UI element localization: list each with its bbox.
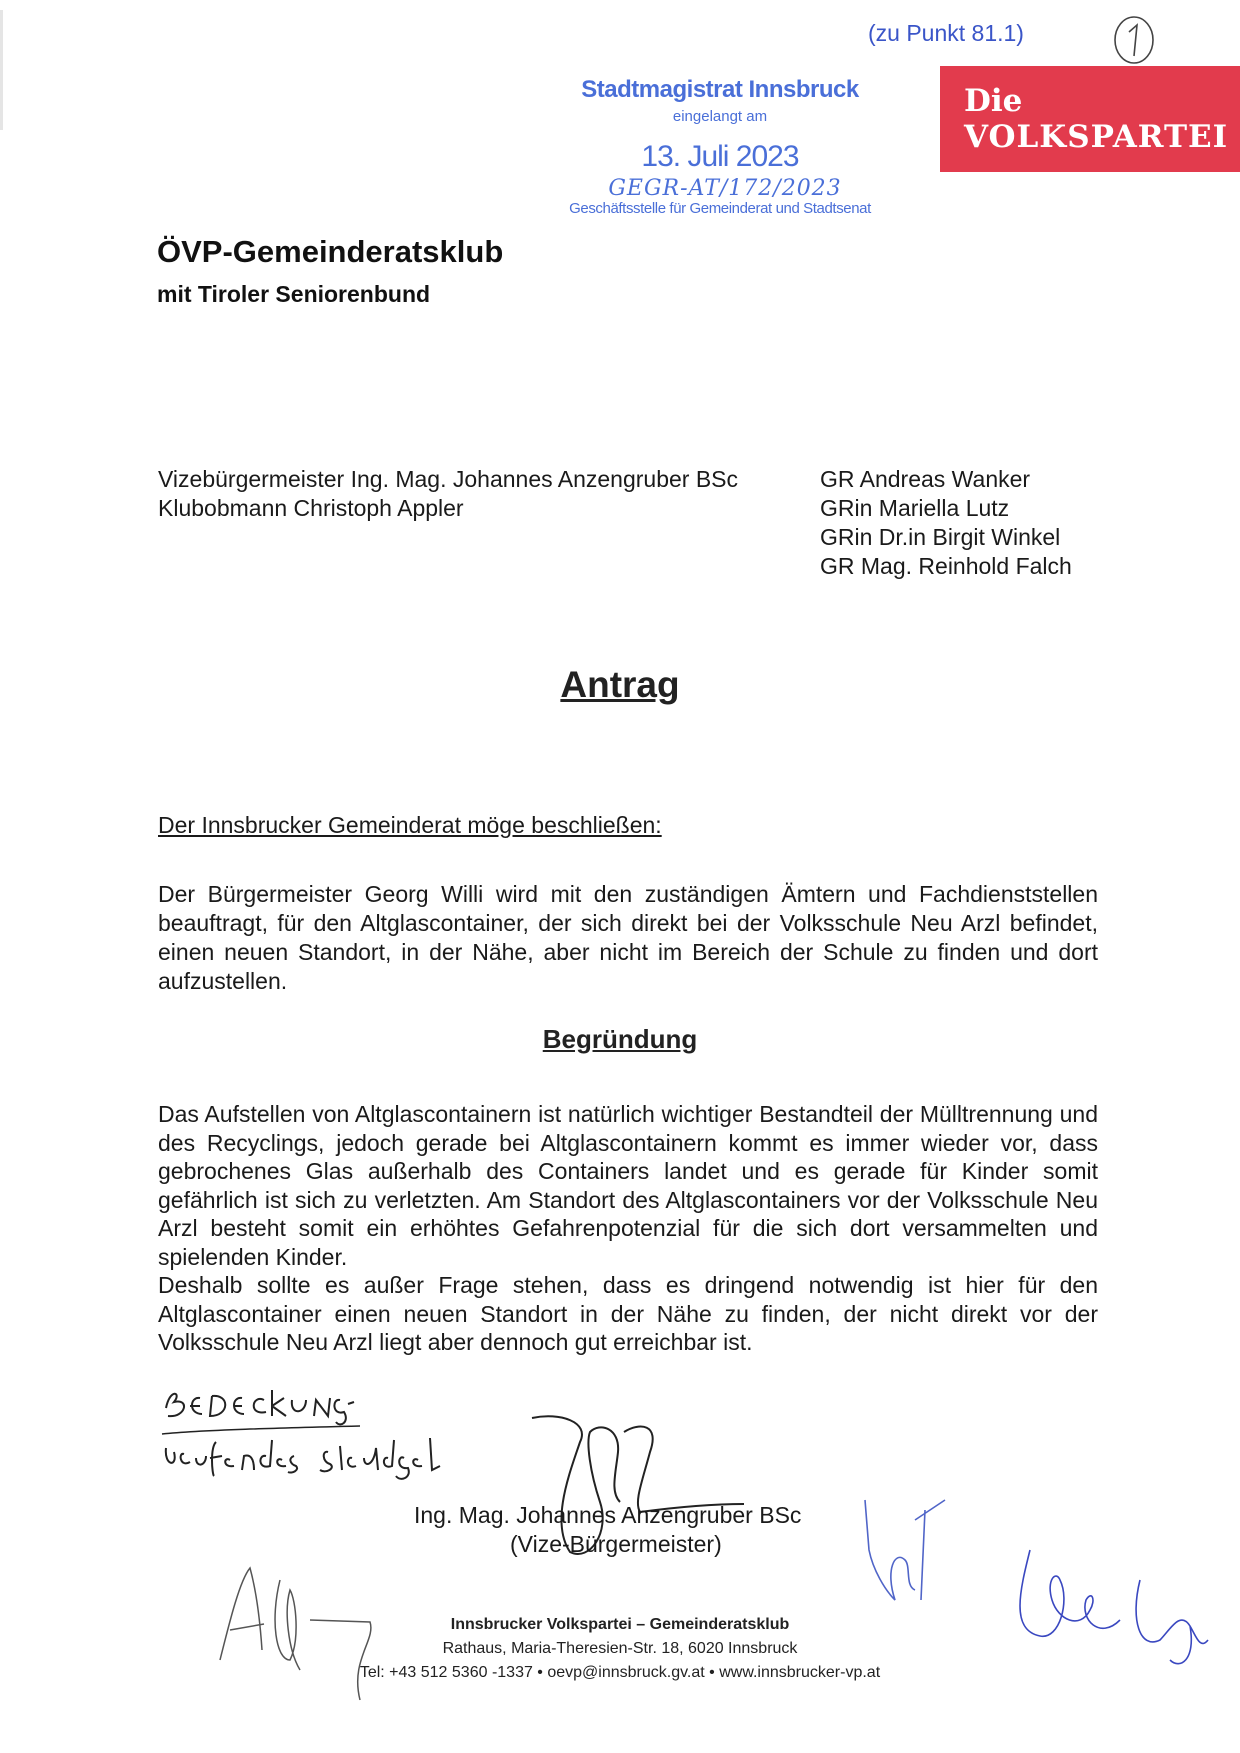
- recipient: Klubobmann Christoph Appler: [158, 495, 464, 521]
- recipient: GR Andreas Wanker: [820, 466, 1031, 492]
- motion-intro: Der Innsbrucker Gemeinderat möge beschließen:: [158, 812, 662, 838]
- signer-name: Ing. Mag. Johannes Anzengruber BSc: [414, 1502, 802, 1528]
- organization-subtitle: mit Tiroler Seniorenbund: [157, 281, 431, 307]
- party-logo: [940, 66, 1240, 172]
- motion-body: Der Bürgermeister Georg Willi wird mit den zuständigen Ämtern und Fachdienststellen beauftragt, für den Altglascontainer, der sich direkt bei der Volksschule Neu Arzl befindet, einen neuen Standort, in der Nähe, aber nicht im Bereich der Schule zu finden und dort aufzustellen.: [158, 881, 1098, 994]
- signer-role: (Vize-Bürgermeister): [510, 1531, 722, 1557]
- blue-initials: [855, 1490, 955, 1610]
- page-edge-mark: [0, 10, 3, 130]
- reference-note: (zu Punkt 81.1): [868, 20, 1024, 46]
- justification-body: [158, 1100, 1098, 1357]
- stamp-title: Stadtmagistrat Innsbruck: [581, 76, 859, 103]
- justification-title: Begründung: [542, 1024, 698, 1054]
- recipients-left: [158, 465, 738, 523]
- logo-line-2: VOLKSPARTEI: [964, 119, 1229, 155]
- circled-page-number-icon: [1112, 14, 1156, 66]
- footer-address: Rathaus, Maria-Theresien-Str. 18, 6020 Innsbruck: [442, 1640, 798, 1657]
- recipient: Vizebürgermeister Ing. Mag. Johannes Anzengruber BSc: [158, 466, 739, 492]
- justification-paragraph: Deshalb sollte es außer Frage stehen, dass es dringend notwendig ist hier für den Altglascontainer einen neuen Standort in der Nähe zu finden, der nicht direkt vor der Volksschule Neu Arzl liegt aber dennoch gut erreichbar ist.: [158, 1272, 1098, 1355]
- recipient: GRin Mariella Lutz: [820, 495, 1010, 521]
- stamp-received-label: eingelangt am: [672, 108, 768, 125]
- recipient: GRin Dr.in Birgit Winkel: [820, 524, 1061, 550]
- organization-title: ÖVP-Gemeinderatsklub: [157, 234, 504, 269]
- stamp-office: Geschäftsstelle für Gemeinderat und Stadtsenat: [569, 200, 871, 217]
- logo-line-1: Die: [964, 83, 1023, 119]
- stamp-reference: GEGR-AT/172/2023: [608, 176, 842, 201]
- justification-paragraph: Das Aufstellen von Altglascontainern ist natürlich wichtiger Bestandteil der Mülltrennung und des Recyclings, jedoch gerade bei Altglascontainern kommt es immer wieder vor, dass gebrochenes Glas außerhalb des Containers landet und es gerade für Kinder somit gefährlich ist sich zu verletzten. Am Standort des Altglascontainers vor der Volksschule Neu Arzl besteht somit ein erhöhtes Gefahrenpotenzial für die sich dort versammelten und spielenden Kinder.: [158, 1101, 1098, 1270]
- recipient: GR Mag. Reinhold Falch: [820, 553, 1072, 579]
- motion-title: Antrag: [560, 664, 680, 705]
- footer-organization: Innsbrucker Volkspartei – Gemeinderatsklub: [450, 1616, 790, 1633]
- handwritten-funding-note: [160, 1378, 520, 1478]
- stamp-date: 13. Juli 2023: [641, 140, 799, 173]
- footer-contact: Tel: +43 512 5360 -1337 • oevp@innsbruck.gv.at • www.innsbrucker-vp.at: [359, 1664, 881, 1681]
- recipients-right: [820, 465, 1072, 581]
